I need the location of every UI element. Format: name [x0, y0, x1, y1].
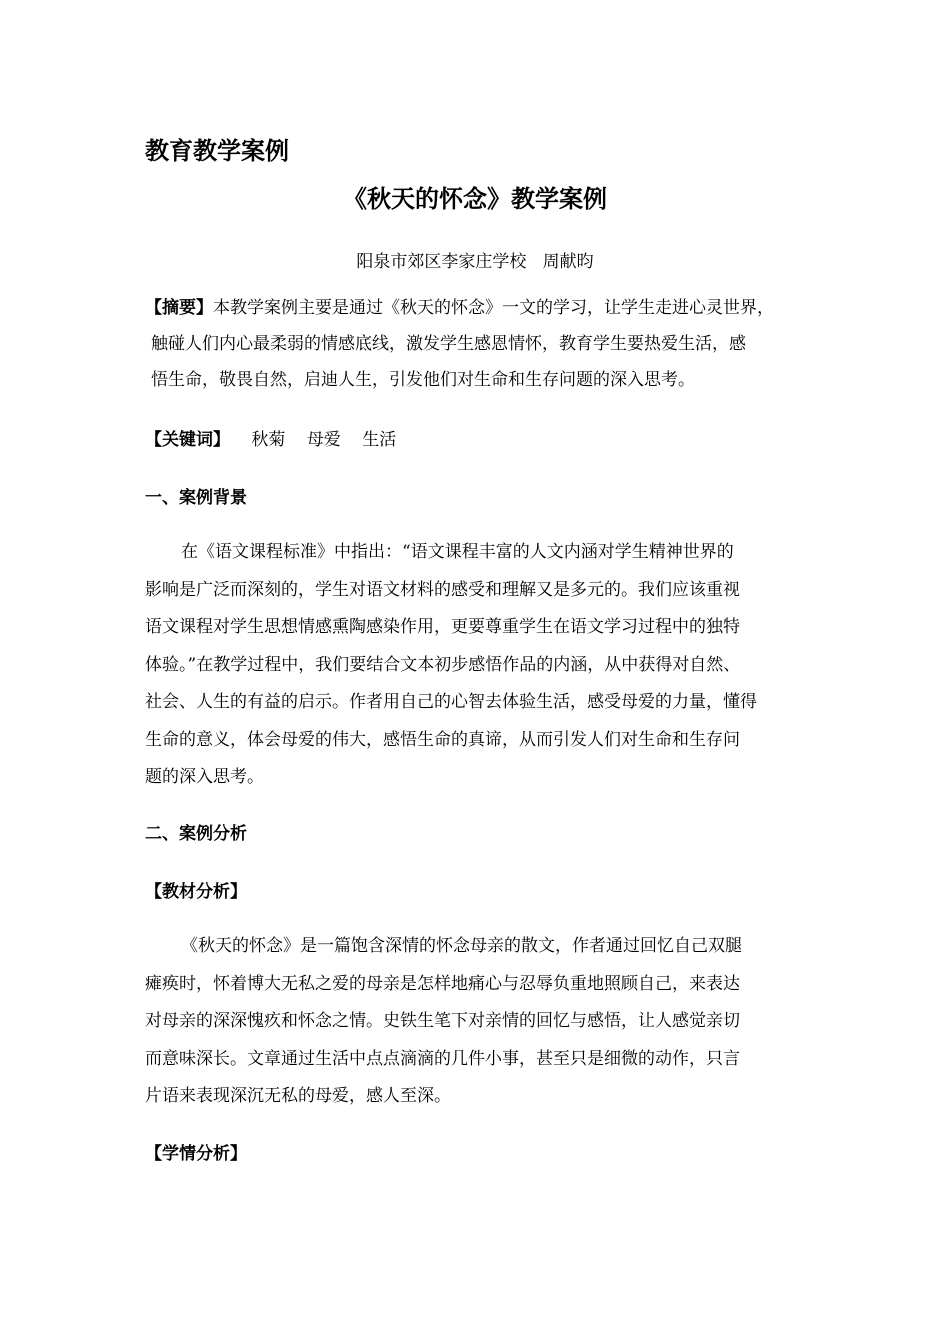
- keyword-item: 生活: [362, 430, 397, 450]
- abstract-line: [145, 290, 807, 326]
- section-heading-background: 一、案例背景: [145, 488, 247, 508]
- abstract-paragraph: [145, 290, 807, 398]
- paragraph-line: 社会、人生的有益的启示。作者用自己的心智去体验生活，感受母爱的力量，懂得: [145, 692, 757, 712]
- keywords-line: [145, 423, 396, 457]
- background-paragraph: [145, 534, 807, 797]
- document-heading: 教育教学案例: [145, 137, 289, 165]
- paragraph-line: 在《语文课程标准》中指出：“语文课程丰富的人文内涵对学生精神世界的: [181, 542, 734, 562]
- author-line: 阳泉市郊区李家庄学校 周献昀: [356, 252, 594, 272]
- section-heading-analysis: 二、案例分析: [145, 824, 247, 844]
- paragraph-line: 瘫痪时，怀着博大无私之爱的母亲是怎样地痛心与忍辱负重地照顾自己，来表达: [145, 973, 740, 994]
- paragraph-line: 语文课程对学生思想情感熏陶感染作用，更要尊重学生在语文学习过程中的独特: [145, 617, 740, 637]
- keyword-item: 秋菊: [251, 430, 286, 450]
- paragraph-line: 题的深入思考。: [145, 767, 264, 787]
- abstract-text: 本教学案例主要是通过《秋天的怀念》一文的学习，让学生走进心灵世界，: [213, 298, 774, 318]
- paragraph-line: 对母亲的深深愧疚和怀念之情。史铁生笔下对亲情的回忆与感悟，让人感觉亲切: [145, 1011, 740, 1031]
- paragraph-line: 生命的意义，体会母爱的伟大，感悟生命的真谛，从而引发人们对生命和生存问: [145, 729, 740, 750]
- material-analysis-paragraph: [145, 928, 807, 1116]
- paragraph-line: 体验。”在教学过程中，我们要结合文本初步感悟作品的内涵，从中获得对自然、: [145, 654, 741, 675]
- subsection-heading-material: 【教材分析】: [145, 882, 247, 902]
- abstract-line: 触碰人们内心最柔弱的情感底线，激发学生感恩情怀，教育学生要热爱生活，感: [151, 334, 746, 354]
- abstract-label: 【摘要】: [145, 298, 213, 318]
- paragraph-line: 而意味深长。文章通过生活中点点滴滴的几件小事，甚至只是细微的动作，只言: [145, 1048, 740, 1069]
- paragraph-line: 影响是广泛而深刻的，学生对语文材料的感受和理解又是多元的。我们应该重视: [145, 579, 740, 600]
- keywords-label: 【关键词】: [145, 430, 230, 450]
- keyword-item: 母爱: [306, 430, 341, 450]
- abstract-line: 悟生命，敬畏自然，启迪人生，引发他们对生命和生存问题的深入思考。: [151, 370, 695, 390]
- paragraph-line: 《秋天的怀念》是一篇饱含深情的怀念母亲的散文，作者通过回忆自己双腿: [181, 936, 742, 956]
- subsection-heading-learner: 【学情分析】: [145, 1144, 247, 1164]
- document-title: 《秋天的怀念》教学案例: [343, 185, 607, 213]
- paragraph-line: 片语来表现深沉无私的母爱，感人至深。: [145, 1086, 451, 1106]
